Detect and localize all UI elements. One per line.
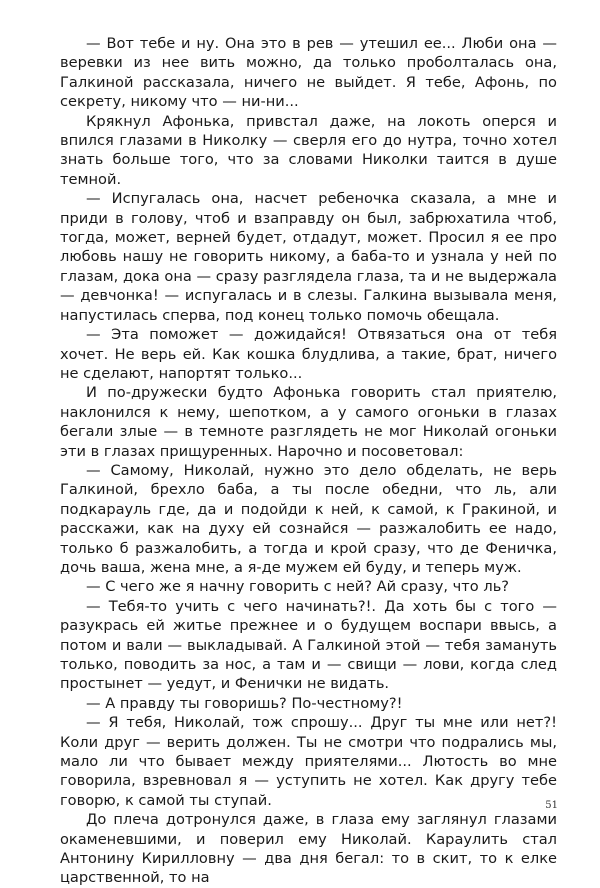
- paragraph: — Испугалась она, насчет ребеночка сказала, а мне и приди в голову, чтоб и взаправду он был, забрюхатила чтоб, тогда, может, верней будет, отдадут, может. Просил я ее про любовь нашу не говорить никому, а баба-то и узнала у ней по глазам, дока она — сразу разглядела глаза, та и не выдержала — девчонка! — испугалась и в слезы. Галкина вызывала меня, напустилась сперва, под конец только помочь обещала.: [60, 190, 557, 324]
- paragraph: — С чего же я начну говорить с ней? Ай сразу, что ль?: [86, 578, 510, 596]
- paragraph: — Я тебя, Николай, тож спрошу... Друг ты мне или нет?! Коли друг — верить должен. Ты не смотри что подрались мы, мало ли что бывает между приятелями... Лютость во мне говорила, взревновал я — уступить не хотел. Как другу тебе говорю, к самой ты ступай.: [60, 714, 557, 809]
- paragraph: И по-дружески будто Афонька говорить стал приятелю, наклонился к нему, шепотком, а у самого огоньки в глазах бегали злые — в темноте разглядеть не мог Николай огоньки эти в глазах прищуренных. Нарочно и посоветовал:: [60, 384, 557, 460]
- page-number: 51: [545, 800, 558, 811]
- body-text: [60, 34, 557, 888]
- paragraph: — Тебя-то учить с чего начинать?!. Да хоть бы с того — разукрась ей житье прежнее и о будущем воспари ввысь, а потом и вали — выкладывай. А Галкиной этой — тебя замануть только, поводить за нос, а там и — свищи — лови, когда след простынет — уедут, и Фенички не видать.: [60, 597, 557, 693]
- paragraph: — А правду ты говоришь? По-честному?!: [86, 694, 403, 712]
- paragraph: — Вот тебе и ну. Она это в рев — утешил ее... Люби она — веревки из нее вить можно, да только проболталась она, Галкиной рассказала, ничего не выйдет. Я тебе, Афонь, по секрету, никому что — ни-ни...: [60, 35, 557, 111]
- paragraph: — Эта поможет — дожидайся! Отвязаться она от тебя хочет. Не верь ей. Как кошка блудлива, а такие, брат, ничего не сделают, напортят только...: [60, 326, 557, 382]
- paragraph: До плеча дотронулся даже, в глаза ему заглянул глазами окаменевшими, и поверил ему Николай. Караулить стал Антонину Кирилловну — два дня бегал: то в скит, то к елке царственной, то на: [60, 811, 557, 887]
- paragraph: Крякнул Афонька, привстал даже, на локоть оперся и впился глазами в Николку — сверля его до нутра, точно хотел знать больше того, что за словами Николки таится в душе темной.: [60, 112, 557, 188]
- paragraph: — Самому, Николай, нужно это дело обделать, не верь Галкиной, брехло баба, а ты после обедни, что ль, али подкарауль где, да и подойди к ней, к самой, к Гракиной, и расскажи, как на духу ей сознайся — разжалобить ее надо, только б разжалобить, а тогда и крой сразу, что де Феничка, дочь ваша, жена мне, а я-де мужем ей буду, и теперь муж.: [60, 461, 557, 576]
